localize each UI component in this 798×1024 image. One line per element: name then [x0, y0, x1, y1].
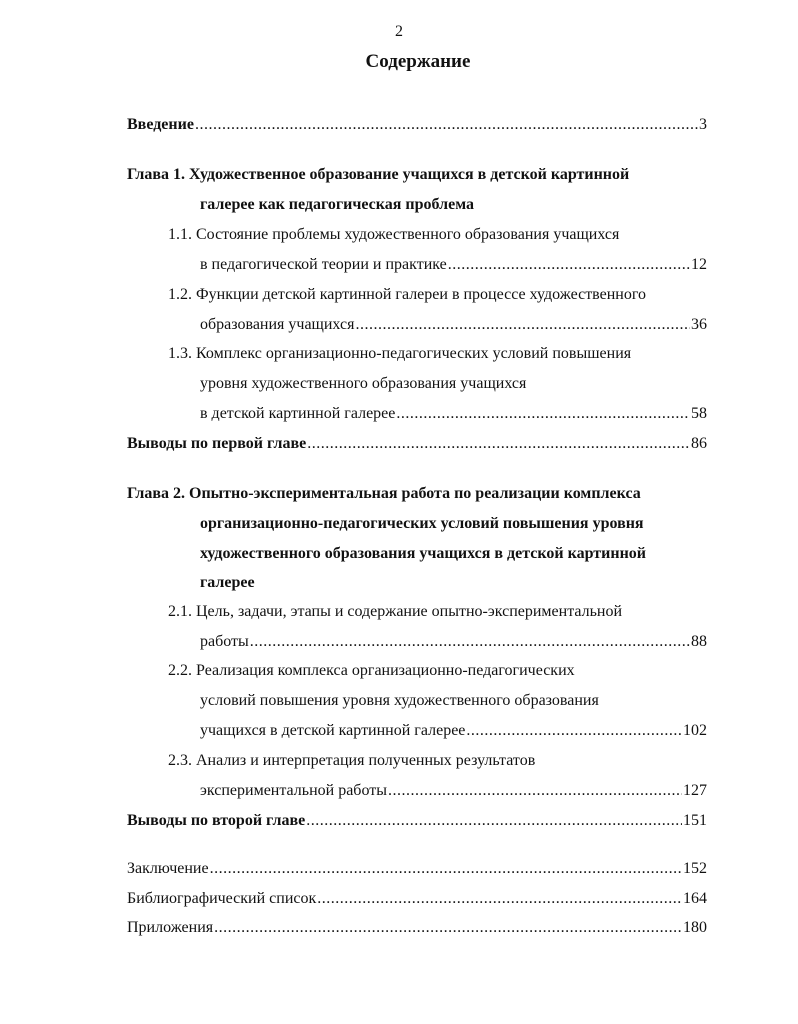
dot-leader	[306, 811, 682, 831]
dot-leader	[466, 721, 682, 741]
toc-entry-2-3[interactable]	[200, 781, 707, 801]
dot-leader	[214, 918, 682, 938]
toc-entry-1-1[interactable]	[200, 255, 707, 275]
toc-page-number: 88	[691, 633, 707, 650]
toc-page-number: 152	[683, 860, 707, 877]
toc-entry-label: Выводы по второй главе	[127, 812, 306, 829]
chapter-2-heading-cont-1: организационно-педагогических условий повышения уровня	[200, 515, 644, 532]
chapter-1-heading: Глава 1. Художественное образование учащихся в детской картинной	[127, 166, 630, 183]
toc-page-number: 180	[683, 919, 707, 936]
toc-section-1-3-line1: 1.3. Комплекс организационно-педагогических условий повышения	[168, 345, 632, 362]
toc-entry-bibliography[interactable]	[127, 889, 707, 909]
toc-entry-label: Библиографический список	[127, 890, 317, 907]
toc-section-1-3-line2: уровня художественного образования учащихся	[200, 375, 527, 392]
dot-leader	[307, 434, 690, 454]
toc-section-2-2-line2: условий повышения уровня художественного образования	[200, 692, 599, 709]
toc-page-number: 127	[683, 782, 707, 799]
toc-entry-label: Введение	[127, 116, 194, 133]
dot-leader	[448, 255, 690, 275]
toc-entry-label: Заключение	[127, 860, 209, 877]
toc-entry-label: Приложения	[127, 919, 214, 936]
toc-page-number: 3	[699, 116, 707, 133]
page-number: 2	[395, 23, 403, 40]
chapter-1-heading-cont: галерее как педагогическая проблема	[200, 196, 474, 213]
dot-leader	[396, 404, 690, 424]
dot-leader	[388, 781, 682, 801]
toc-page-number: 151	[683, 812, 707, 829]
toc-entry-label: образования учащихся	[200, 316, 355, 333]
chapter-2-heading-cont-2: художественного образования учащихся в детской картинной	[200, 545, 647, 562]
toc-entry-2-2[interactable]	[200, 721, 707, 741]
dot-leader	[250, 632, 690, 652]
toc-entry-ch2-conclusions[interactable]	[127, 811, 707, 831]
dot-leader	[317, 889, 682, 909]
toc-entry-2-1[interactable]	[200, 632, 707, 652]
toc-entry-conclusion[interactable]	[127, 859, 707, 879]
toc-section-2-3-line1: 2.3. Анализ и интерпретация полученных результатов	[168, 752, 536, 769]
toc-entry-intro[interactable]	[127, 115, 707, 135]
toc-entry-1-2[interactable]	[200, 315, 707, 335]
toc-entry-label: в педагогической теории и практике	[200, 256, 447, 273]
toc-entry-label: работы	[200, 633, 249, 650]
dot-leader	[195, 115, 698, 135]
toc-entry-appendices[interactable]	[127, 918, 707, 938]
dot-leader	[210, 859, 682, 879]
dot-leader	[355, 315, 690, 335]
chapter-2-heading: Глава 2. Опытно-экспериментальная работа по реализации комплекса	[127, 485, 641, 502]
toc-entry-1-3[interactable]	[200, 404, 707, 424]
toc-section-1-2-line1: 1.2. Функции детской картинной галереи в процессе художественного	[168, 286, 647, 303]
toc-section-2-1-line1: 2.1. Цель, задачи, этапы и содержание опытно-экспериментальной	[168, 603, 623, 620]
toc-page-number: 164	[683, 890, 707, 907]
toc-entry-label: Выводы по первой главе	[127, 435, 307, 452]
toc-entry-label: в детской картинной галерее	[200, 405, 396, 422]
toc-section-2-2-line1: 2.2. Реализация комплекса организационно-педагогических	[168, 662, 575, 679]
toc-entry-ch1-conclusions[interactable]	[127, 434, 707, 454]
toc-page-number: 36	[691, 316, 707, 333]
toc-entry-label: учащихся в детской картинной галерее	[200, 722, 466, 739]
page-title: Содержание	[365, 51, 471, 72]
toc-page-number: 58	[691, 405, 707, 422]
toc-page-number: 102	[683, 722, 707, 739]
chapter-2-heading-cont-3: галерее	[200, 574, 255, 591]
toc-page-number: 12	[691, 256, 707, 273]
toc-page-number: 86	[691, 435, 707, 452]
toc-section-1-1-line1: 1.1. Состояние проблемы художественного образования учащихся	[168, 226, 620, 243]
toc-entry-label: экспериментальной работы	[200, 782, 387, 799]
